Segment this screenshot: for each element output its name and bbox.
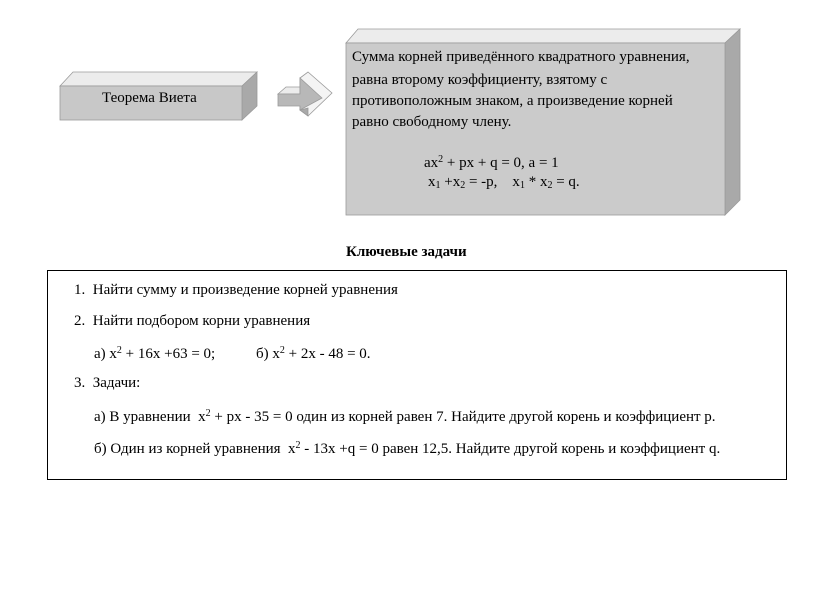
- task-item-3b: [94, 436, 720, 459]
- task-exp: 2: [295, 440, 301, 451]
- definition-box-top: [346, 29, 740, 43]
- definition-line-2: равна второму коэффициенту, взятому с: [352, 72, 608, 88]
- definition-line-1: Сумма корней приведённого квадратного уравнения,: [352, 49, 690, 65]
- task-text: Найти подбором корни уравнения: [92, 313, 311, 329]
- eq2-part: = q.: [552, 174, 580, 190]
- eq2-part: * x: [524, 174, 548, 190]
- task-text: Найти сумму и произведение корней уравнения: [92, 282, 398, 298]
- eq2-sub: 1: [519, 180, 525, 191]
- task-text: Задачи:: [92, 375, 141, 391]
- definition-box-side: [725, 29, 740, 215]
- eq2-part: = -p, x: [465, 174, 520, 190]
- definition-equation-1: [424, 150, 559, 173]
- task-text: + px - 35 = 0 один из корней равен 7. Найдите другой корень и коэффициент p.: [210, 409, 716, 425]
- eq2-part: +x: [440, 174, 461, 190]
- task-item-2a: [94, 341, 215, 364]
- theorem-title: Теорема Виета: [102, 90, 197, 106]
- eq2-part: x: [428, 174, 436, 190]
- task-item-2b: [256, 341, 371, 364]
- eq1-exp: 2: [438, 154, 444, 165]
- task-eq-part: x: [105, 346, 117, 362]
- task-item-3: [74, 373, 140, 393]
- task-label: а): [94, 346, 106, 362]
- task-exp: 2: [205, 408, 211, 419]
- eq1-rest: + px + q = 0, a = 1: [443, 155, 559, 171]
- task-label: б) x: [256, 346, 280, 362]
- arrow-right-icon: [278, 72, 332, 116]
- task-number: 1.: [74, 282, 86, 298]
- task-text: б) Один из корней уравнения x: [94, 441, 296, 457]
- task-item-3a: [94, 404, 716, 427]
- task-eq-part: + 16x +63 = 0;: [121, 346, 216, 362]
- task-exp: 2: [116, 345, 122, 356]
- task-item-2: [74, 311, 310, 331]
- theorem-box-top: [60, 72, 257, 86]
- eq2-sub: 1: [435, 180, 441, 191]
- section-heading: Ключевые задачи: [346, 244, 467, 260]
- task-item-1: [74, 280, 398, 300]
- eq2-sub: 2: [460, 180, 466, 191]
- definition-line-4: равно свободному члену.: [352, 114, 512, 130]
- definition-equation-2: [428, 172, 580, 196]
- task-text: а) В уравнении x: [94, 409, 206, 425]
- definition-line-3: противоположным знаком, а произведение корней: [352, 93, 673, 109]
- eq1-term: ax: [424, 155, 439, 171]
- task-exp: 2: [279, 345, 285, 356]
- task-number: 3.: [74, 375, 86, 391]
- task-text: - 13x +q = 0 равен 12,5. Найдите другой корень и коэффициент q.: [300, 441, 721, 457]
- eq2-sub: 2: [547, 180, 553, 191]
- task-eq-part: + 2x - 48 = 0.: [284, 346, 371, 362]
- task-number: 2.: [74, 313, 86, 329]
